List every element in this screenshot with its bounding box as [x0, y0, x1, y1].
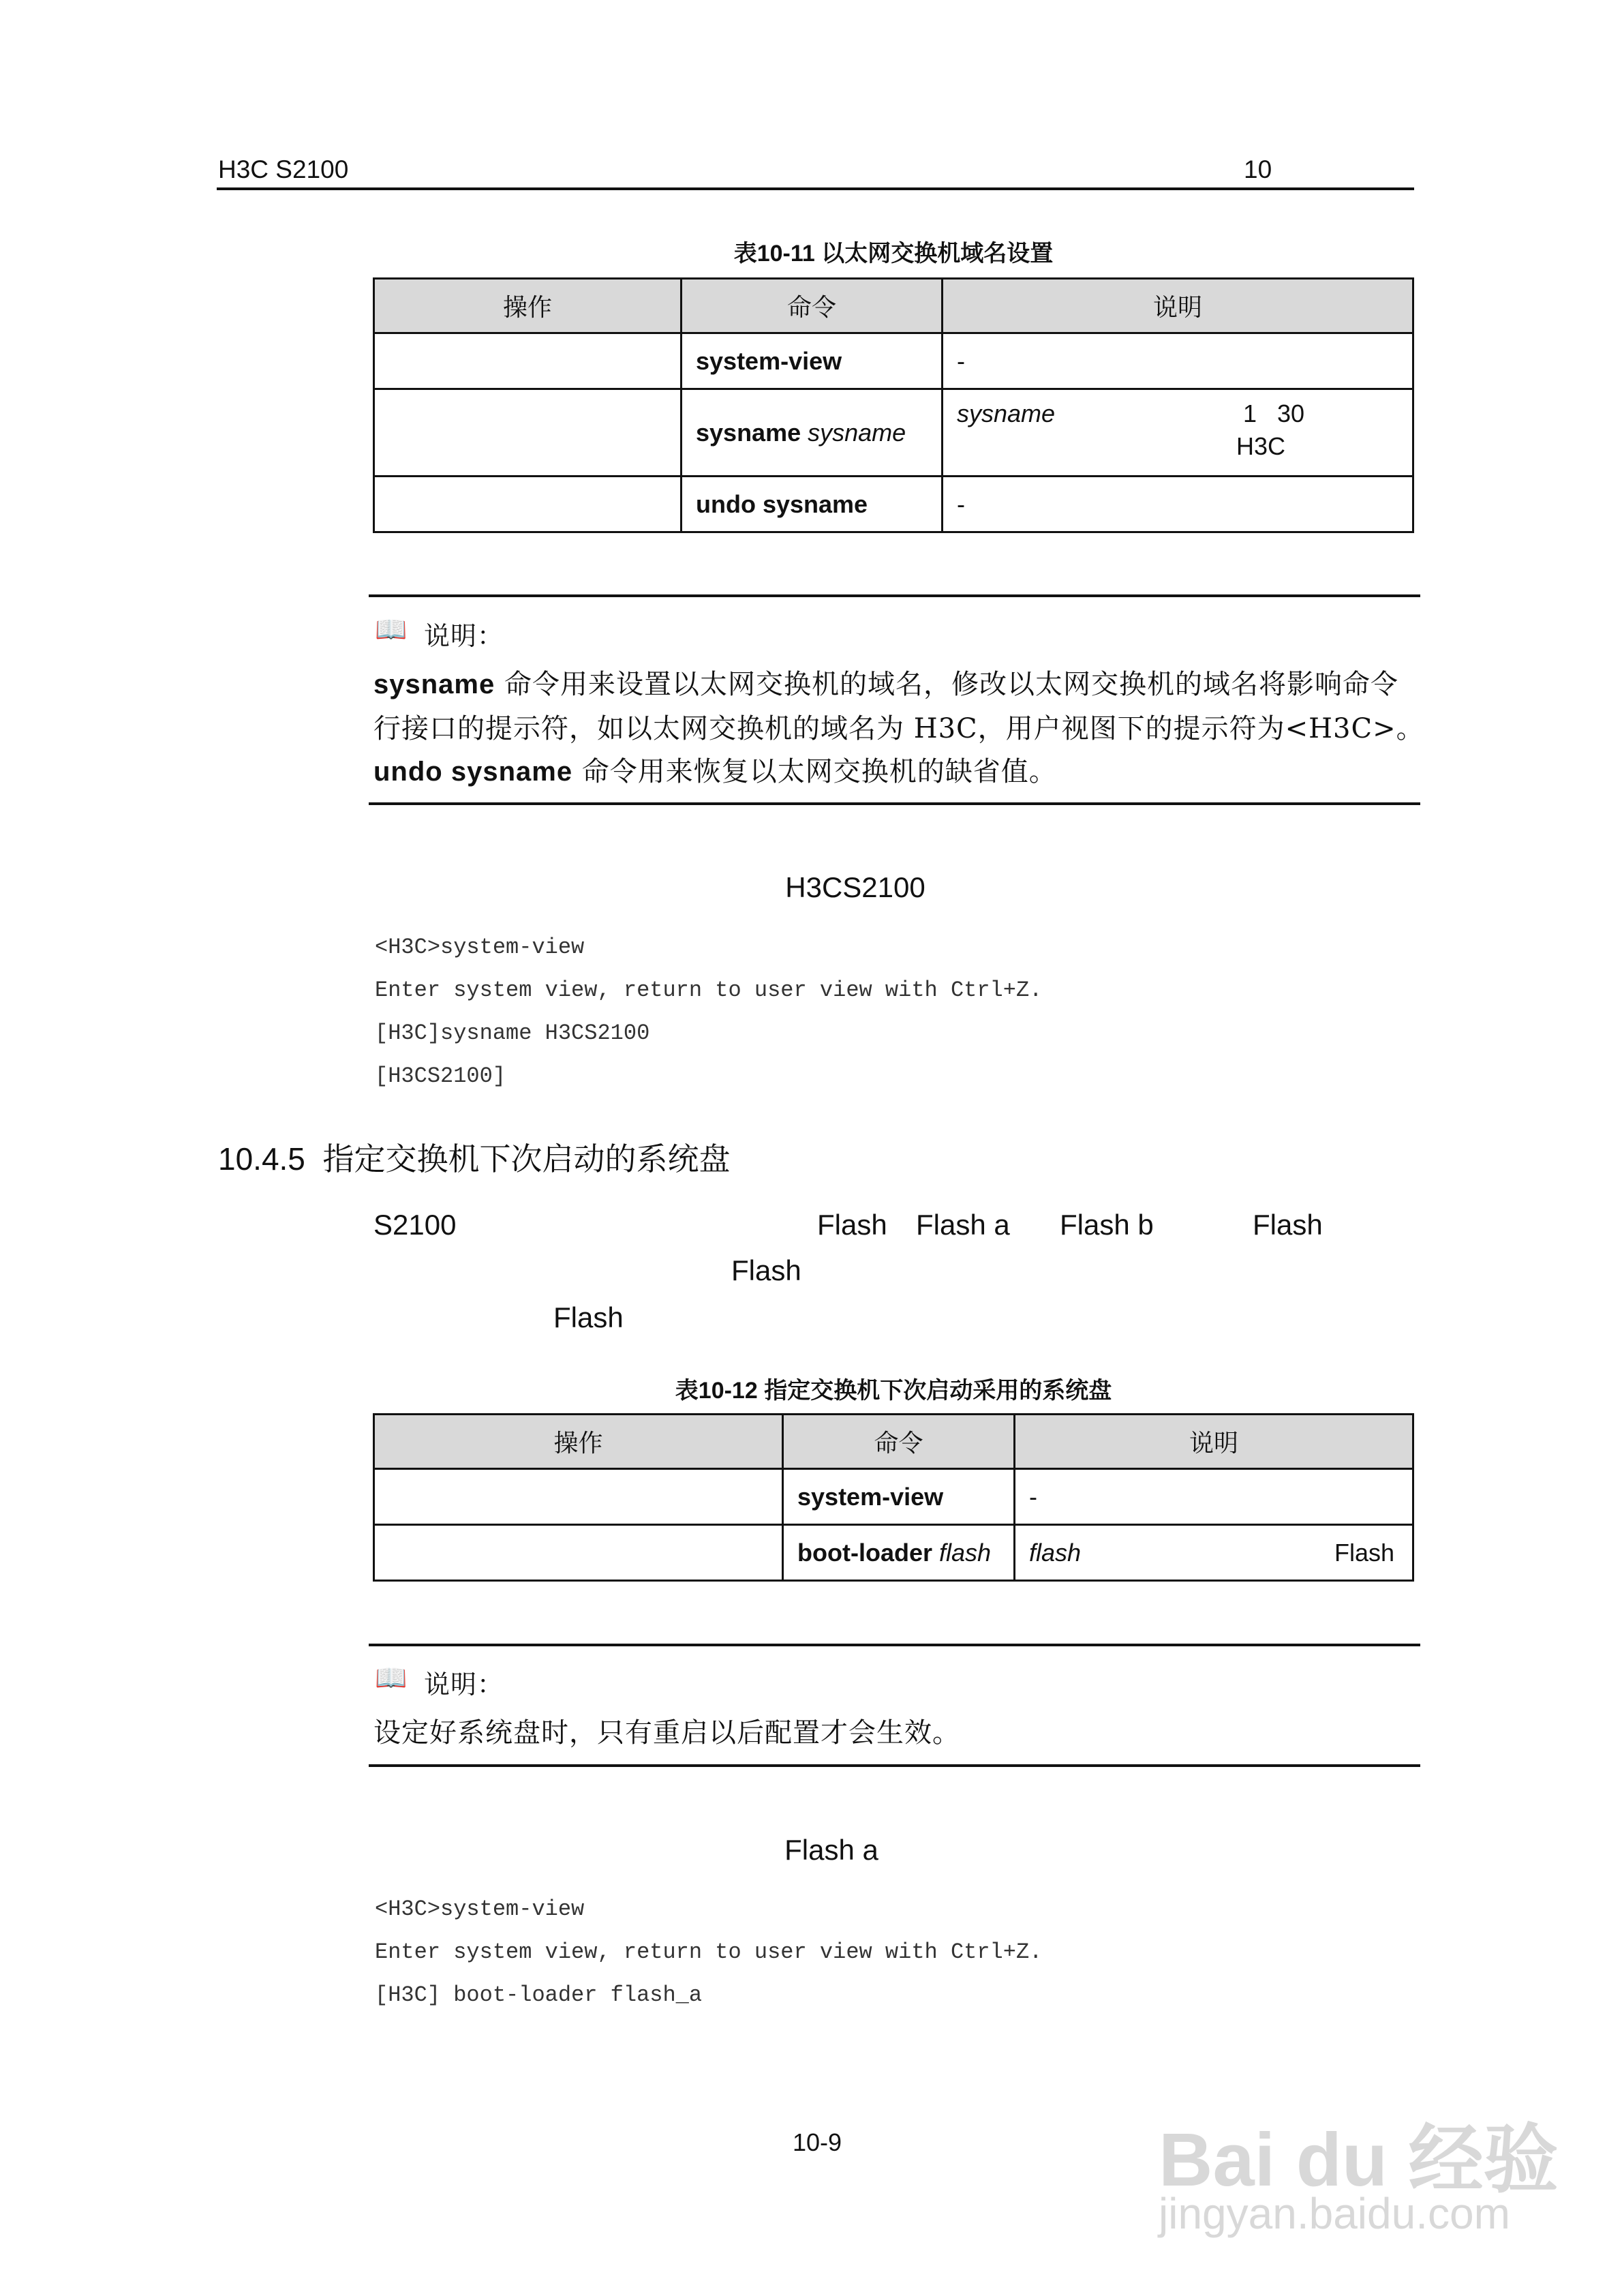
- code-line: Enter system view, return to user view with Ctrl+Z.: [375, 1939, 1043, 1965]
- code-line: [H3C]sysname H3CS2100: [375, 1021, 650, 1046]
- table-boot-loader: [373, 1413, 1414, 1582]
- note-line: [373, 663, 1398, 701]
- para-text: Flash: [1253, 1209, 1323, 1241]
- col-header: 说明: [943, 279, 1413, 333]
- note-text: 命令用来恢复以太网交换机的缺省值。: [572, 756, 1057, 787]
- note-bottom-rule: [369, 802, 1420, 805]
- note-bottom-rule: [369, 1764, 1420, 1767]
- note-title: 说明：: [424, 621, 504, 651]
- para-text: S2100: [373, 1209, 457, 1241]
- table1-caption: 表10-11 以太网交换机域名设置: [733, 241, 1054, 267]
- table-row: [374, 1525, 1413, 1581]
- para-text: Flash b: [1060, 1209, 1154, 1241]
- header-rule: [217, 187, 1414, 190]
- table-row: [374, 333, 1413, 389]
- section-number: 10.4.5: [218, 1141, 305, 1177]
- example-title: Flash a: [784, 1834, 878, 1866]
- col-header: 说明: [1015, 1415, 1413, 1469]
- book-icon: 📖: [375, 616, 408, 644]
- section-title: 指定交换机下次启动的系统盘: [322, 1141, 731, 1177]
- cell-cmd: system-view: [682, 333, 943, 389]
- desc-arg: sysname: [957, 399, 1056, 427]
- cell-desc: [943, 389, 1413, 477]
- desc-range: 1 30: [1243, 399, 1305, 427]
- section-heading: [218, 1134, 730, 1179]
- note-title: 说明：: [424, 1670, 504, 1700]
- note-line: 行接口的提示符，如以太网交换机的域名为 H3C，用户视图下的提示符为<H3C>。: [373, 713, 1424, 744]
- cell-desc: -: [943, 477, 1413, 532]
- note-line: [373, 750, 1057, 789]
- col-header: 命令: [682, 279, 943, 333]
- baidu-watermark-url: jingyan.baidu.com: [1159, 2189, 1510, 2238]
- cmd-arg: flash: [939, 1538, 992, 1567]
- cell-op: [374, 1469, 783, 1525]
- code-line: <H3C>system-view: [375, 1897, 585, 1922]
- note-top-rule: [369, 1644, 1420, 1646]
- desc-text: Flash: [1334, 1538, 1394, 1567]
- code-line: Enter system view, return to user view with Ctrl+Z.: [375, 978, 1043, 1003]
- baidu-watermark-logo: Bai du 经验: [1159, 2118, 1559, 2202]
- cell-desc: -: [943, 333, 1413, 389]
- cell-cmd: system-view: [783, 1469, 1015, 1525]
- cell-op: [374, 389, 682, 477]
- para-text: Flash a: [916, 1209, 1010, 1241]
- desc-arg: flash: [1029, 1538, 1082, 1567]
- cell-op: [374, 477, 682, 532]
- table2-caption: 表10-12 指定交换机下次启动采用的系统盘: [675, 1378, 1112, 1404]
- table-row: [374, 1469, 1413, 1525]
- col-header: 操作: [374, 1415, 783, 1469]
- desc-default: H3C: [1236, 432, 1286, 460]
- cell-op: [374, 333, 682, 389]
- cmd-keyword: sysname: [696, 418, 801, 447]
- book-icon: 📖: [375, 1664, 408, 1693]
- note-text: 命令用来设置以太网交换机的域名，修改以太网交换机的域名将影响命令: [495, 669, 1398, 700]
- note-keyword: sysname: [373, 669, 495, 699]
- col-header: 命令: [783, 1415, 1015, 1469]
- cell-op: [374, 1525, 783, 1581]
- note-keyword: undo sysname: [373, 757, 573, 787]
- cell-desc: -: [1015, 1469, 1413, 1525]
- para-text: Flash: [731, 1254, 801, 1286]
- cell-cmd: undo sysname: [682, 477, 943, 532]
- page-number: 10-9: [792, 2128, 842, 2156]
- table-row: [374, 477, 1413, 532]
- cmd-keyword: boot-loader: [797, 1538, 932, 1567]
- code-line: [H3CS2100]: [375, 1063, 506, 1089]
- example-title: H3CS2100: [785, 871, 925, 903]
- cell-cmd: [783, 1525, 1015, 1581]
- cell-cmd: [682, 389, 943, 477]
- para-text: Flash: [553, 1301, 624, 1333]
- para-text: Flash: [817, 1209, 887, 1241]
- cell-desc: [1015, 1525, 1413, 1581]
- note-top-rule: [369, 594, 1420, 597]
- cmd-arg: sysname: [808, 418, 906, 447]
- col-header: 操作: [374, 279, 682, 333]
- table-sysname: [373, 277, 1414, 533]
- note-line: 设定好系统盘时，只有重启以后配置才会生效。: [373, 1717, 960, 1749]
- header-chapter: 10: [1244, 155, 1272, 183]
- header-product: H3C S2100: [218, 155, 349, 183]
- table-row: [374, 389, 1413, 477]
- code-line: [H3C] boot-loader flash_a: [375, 1982, 703, 2008]
- code-line: <H3C>system-view: [375, 935, 585, 960]
